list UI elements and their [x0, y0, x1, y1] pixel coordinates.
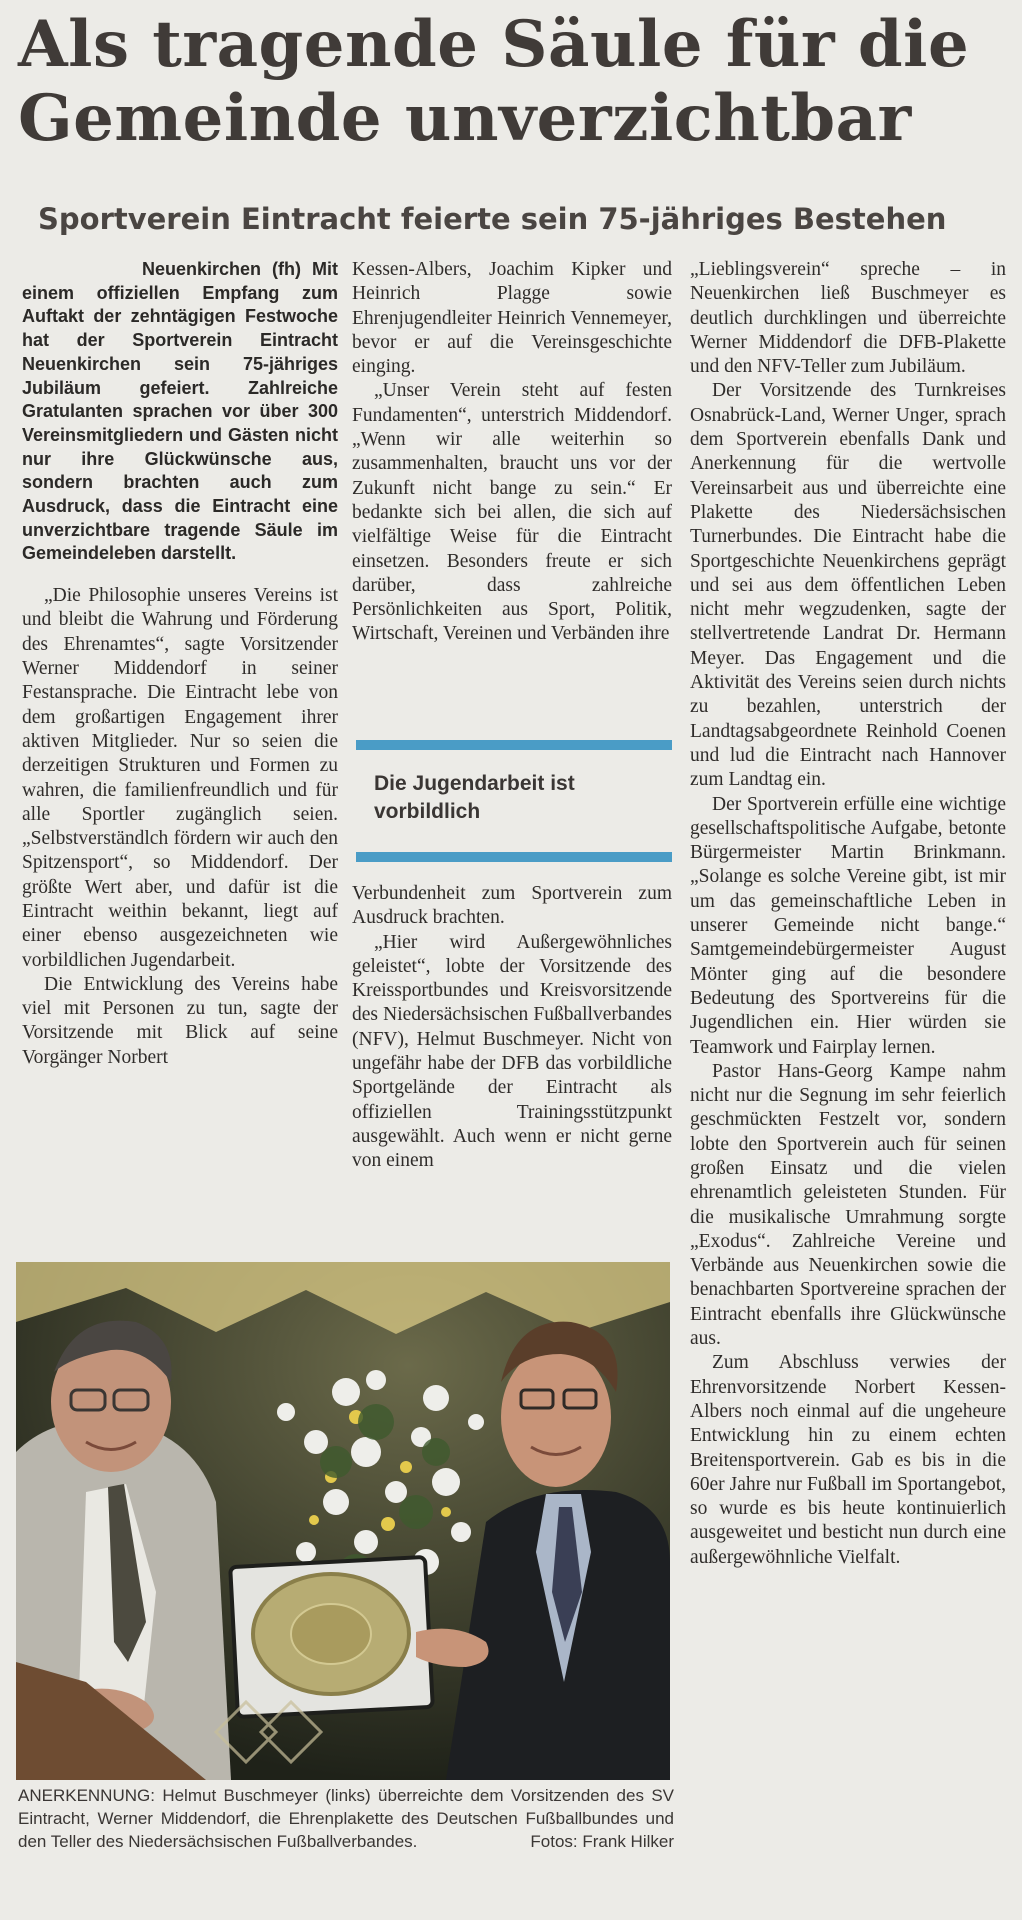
column-2-top [352, 258, 672, 647]
news-photo [16, 1262, 670, 1780]
photo-caption [18, 1784, 674, 1853]
body-paragraph: „Unser Verein steht auf festen Fundamenten“, unterstrich Middendorf. „Wenn wir alle weiterhin so zusammenhalten, braucht uns vor der Zukunft nicht bange zu sein.“ Er bedankte sich bei allen, die sich auf vielfältige Weise für die Eintracht einsetzen. Besonders freute er sich darüber, dass zahlreiche Persönlichkeiten aus Sport, Politik, Wirtschaft, Vereinen und Verbänden ihre [352, 380, 672, 645]
body-paragraph: „Lieblingsverein“ spreche – in Neuenkirchen ließ Buschmeyer es deutlich durchklingen und überreichte Werner Middendorf die DFB-Plakette und den NFV-Teller zum Jubiläum. [690, 259, 1006, 378]
column-2-bottom [352, 882, 672, 1174]
accent-bar-top [356, 740, 672, 750]
body-paragraph: Zum Abschluss verwies der Ehrenvorsitzende Norbert Kessen-Albers noch einmal auf die ungeheure Entwicklung hin zu einem echten Breitensportverein. Gab es bis in die 60er Jahre nur Fußball im Sportangebot, so wurde es bis heute kontinuierlich ausgeweitet und besticht nun durch eine außergewöhnliche Vielfalt. [690, 1352, 1006, 1568]
body-paragraph: Der Sportverein erfülle eine wichtige gesellschaftspolitische Aufgabe, betonte Bürgermeister Martin Brinkmann. „Solange es solche Vereine gibt, ist mir um das gemeinschaftliche Leben in unserer Gemeinde nicht bange.“ Samtgemeindebürgermeister August Mönter ging auf die besondere Bedeutung des Sportvereins für die Jugendlichen ein. Hier würden sie Teamwork und Fairplay lernen. [690, 793, 1006, 1058]
headline-line-1: Als tragende Säule für die [18, 7, 970, 82]
subheading-title: Die Jugendarbeit ist vorbildlich [374, 772, 575, 823]
headline-line-2: Gemeinde unverzichtbar [18, 81, 912, 156]
column-1 [22, 258, 338, 1070]
accent-bar-bottom [356, 852, 672, 862]
photo-illustration [16, 1262, 670, 1780]
body-paragraph: Der Vorsitzende des Turnkreises Osnabrück-Land, Werner Unger, sprach dem Sportverein ebenfalls Dank und Anerkennung für die wertvolle Vereinsarbeit aus und überreichte eine Plakette des Niedersächsischen Turnerbundes. Die Eintracht habe die Sportgeschichte Neuenkirchens geprägt und sei aus dem öffentlichen Leben nicht mehr wegzudenken, sagte der stellvertretende Landrat Dr. Hermann Meyer. Das Engagement und die Aktivität des Vereins seien durch nichts zu bezahlen, unterstrich der Landtagsabgeordnete Reinhold Coenen und lud die Eintracht nach Hannover zum Landtag ein. [690, 380, 1006, 791]
lead-paragraph [22, 258, 338, 566]
body-paragraph: Die Entwicklung des Vereins habe viel mit Personen zu tun, sagte der Vorsitzende mit Blick auf seine Vorgänger Norbert [22, 973, 338, 1068]
body-paragraph: Verbundenheit zum Sportverein zum Ausdruck brachten. [352, 883, 672, 929]
column-3 [690, 258, 1006, 1570]
dateline: Neuenkirchen (fh) [142, 259, 301, 279]
headline [18, 8, 1008, 156]
lead-text: Mit einem offiziellen Empfang zum Auftakt der zehntägigen Festwoche hat der Sportverein Eintracht Neuenkirchen sein 75-jähriges Jubiläum gefeiert. Zahlreiche Gratulanten sprachen vor über 300 Vereinsmitgliedern und Gästen nicht nur ihre Glückwünsche aus, sondern brachten auch zum Ausdruck, dass die Eintracht eine unverzichtbare tragende Säule im Gemeindeleben darstellt. [22, 259, 338, 564]
photo-credit: Fotos: Frank Hilker [530, 1832, 674, 1851]
caption-text: ANERKENNUNG: Helmut Buschmeyer (links) überreichte dem Vorsitzenden des SV Eintracht, Werner Middendorf, die Ehrenplakette des Deutschen Fußballbundes und den Teller des Niedersächsischen Fußballverbandes. [18, 1786, 674, 1851]
body-paragraph: „Die Philosophie unseres Vereins ist und bleibt die Wahrung und Förderung des Ehrenamtes“, sagte Vorsitzender Werner Middendorf in seiner Festansprache. Die Eintracht lebe von dem großartigen Engagement ihrer aktiven Mitglieder. Nur so seien die derzeitigen Strukturen und Formen zu wahren, die familienfreundlich und für alle Sportler zugänglich seien. „Selbstverständlch fördern wir auch den Spitzensport“, so Middendorf. Der größte Wert aber, und dafür ist die Eintracht weithin bekannt, liegt auf einer ebenso ausgezeichneten wie vorbildlichen Jugendarbeit. [22, 585, 338, 971]
body-paragraph: Kessen-Albers, Joachim Kipker und Heinrich Plagge sowie Ehrenjugendleiter Heinrich Vennemeyer, bevor er auf die Vereinsgeschichte einging. [352, 259, 672, 378]
body-paragraph: Pastor Hans-Georg Kampe nahm nicht nur die Segnung im sehr feierlich geschmückten Festzelt vor, sondern lobte den Sportverein auch für seinen großen Einsatz und die vielen ehrenamtlich geleisteten Stunden. Für die musikalische Umrahmung sorgte „Exodus“. Zahlreiche Vereine und Verbände aus Neuenkirchen sowie die benachbarten Sportvereine sprachen der Eintracht ebenfalls ihre Glückwünsche aus. [690, 1060, 1006, 1350]
body-paragraph: „Hier wird Außergewöhnliches geleistet“, lobte der Vorsitzende des Kreissportbundes und Kreisvorsitzende des Niedersächsischen Fußballverbandes (NFV), Helmut Buschmeyer. Nicht von ungefähr habe der DFB das vorbildliche Sportgelände der Eintracht als offiziellen Trainingsstützpunkt ausgewählt. Auch wenn er nicht gerne von einem [352, 931, 672, 1172]
subheadline: Sportverein Eintracht feierte sein 75-jähriges Bestehen [38, 202, 947, 236]
